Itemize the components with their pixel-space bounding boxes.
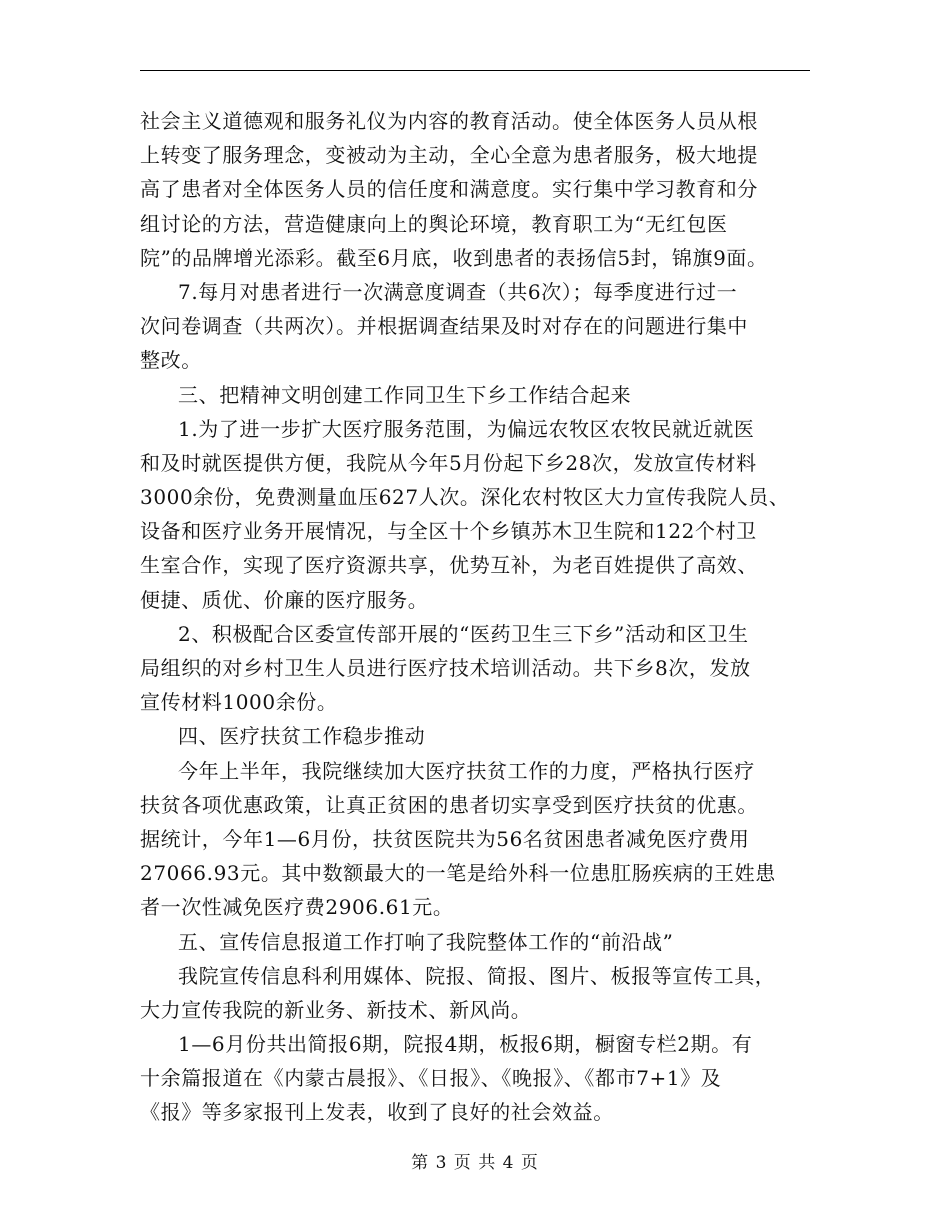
text-line: 上转变了服务理念，变被动为主动，全心全意为患者服务，极大地提 — [140, 143, 758, 168]
text-line: 扶贫各项优惠政策，让真正贫困的患者切实享受到医疗扶贫的优惠。 — [140, 792, 758, 817]
text-line: 便捷、质优、价廉的医疗服务。 — [140, 587, 429, 612]
text-line: 宣传材料1000余份。 — [140, 690, 338, 715]
text-line: 大力宣传我院的新业务、新技术、新风尚。 — [140, 997, 532, 1022]
text-line: 三、把精神文明创建工作同卫生下乡工作结合起来 — [178, 382, 632, 407]
text-line: 整改。 — [140, 348, 202, 373]
text-line: 2、积极配合区委宣传部开展的“医药卫生三下乡”活动和区卫生 — [178, 621, 749, 646]
text-line: 3000余份，免费测量血压627人次。深化农村牧区大力宣传我院人员、 — [140, 485, 790, 510]
text-line: 生室合作，实现了医疗资源共享，优势互补，为老百姓提供了高效、 — [140, 553, 758, 578]
text-line: 《报》等多家报刊上发表，收到了良好的社会效益。 — [140, 1100, 614, 1125]
text-line: 四、医疗扶贫工作稳步推动 — [178, 724, 426, 749]
text-line: 高了患者对全体医务人员的信任度和满意度。实行集中学习教育和分 — [140, 177, 758, 202]
text-line: 局组织的对乡村卫生人员进行医疗技术培训活动。共下乡8次，发放 — [140, 656, 751, 680]
text-line: 次问卷调查（共两次）。并根据调查结果及时对存在的问题进行集中 — [140, 314, 748, 339]
text-line: 27066.93元。其中数额最大的一笔是给外科一位患肛肠疾病的王姓患 — [140, 861, 776, 886]
text-line: 和及时就医提供方便，我院从今年5月份起下乡28次，发放宣传材料 — [140, 450, 757, 475]
text-line: 我院宣传信息科利用媒体、院报、简报、图片、板报等宣传工具， — [178, 963, 776, 988]
text-line: 1—6月份共出简报6期，院报4期，板报6期，橱窗专栏2期。有 — [178, 1032, 753, 1057]
header-rule — [140, 70, 810, 71]
text-line: 五、宣传信息报道工作打响了我院整体工作的“前沿战” — [178, 929, 674, 954]
page-number: 第 3 页 共 4 页 — [411, 1153, 539, 1173]
text-line: 社会主义道德观和服务礼仪为内容的教育活动。使全体医务人员从根 — [140, 109, 758, 133]
text-line: 设备和医疗业务开展情况，与全区十个乡镇苏木卫生院和122个村卫 — [140, 519, 757, 544]
text-line: 据统计，今年1—6月份，扶贫医院共为56名贫困患者减免医疗费用 — [140, 826, 750, 851]
text-line: 1.为了进一步扩大医疗服务范围，为偏远农牧区农牧民就近就医 — [178, 416, 755, 441]
text-line: 者一次性减免医疗费2906.61元。 — [140, 895, 454, 920]
text-line: 组讨论的方法，营造健康向上的舆论环境，教育职工为“无红包医 — [140, 211, 728, 236]
document-body — [140, 104, 830, 1130]
text-line: 7.每月对患者进行一次满意度调查（共6次）；每季度进行过一 — [178, 279, 738, 304]
text-line: 院”的品牌增光添彩。截至6月底，收到患者的表扬信5封，锦旗9面。 — [140, 245, 768, 270]
text-line: 十余篇报道在《内蒙古晨报》、《日报》、《晚报》、《都市7+1》及 — [140, 1066, 722, 1091]
text-line: 今年上半年，我院继续加大医疗扶贫工作的力度，严格执行医疗 — [178, 758, 755, 783]
